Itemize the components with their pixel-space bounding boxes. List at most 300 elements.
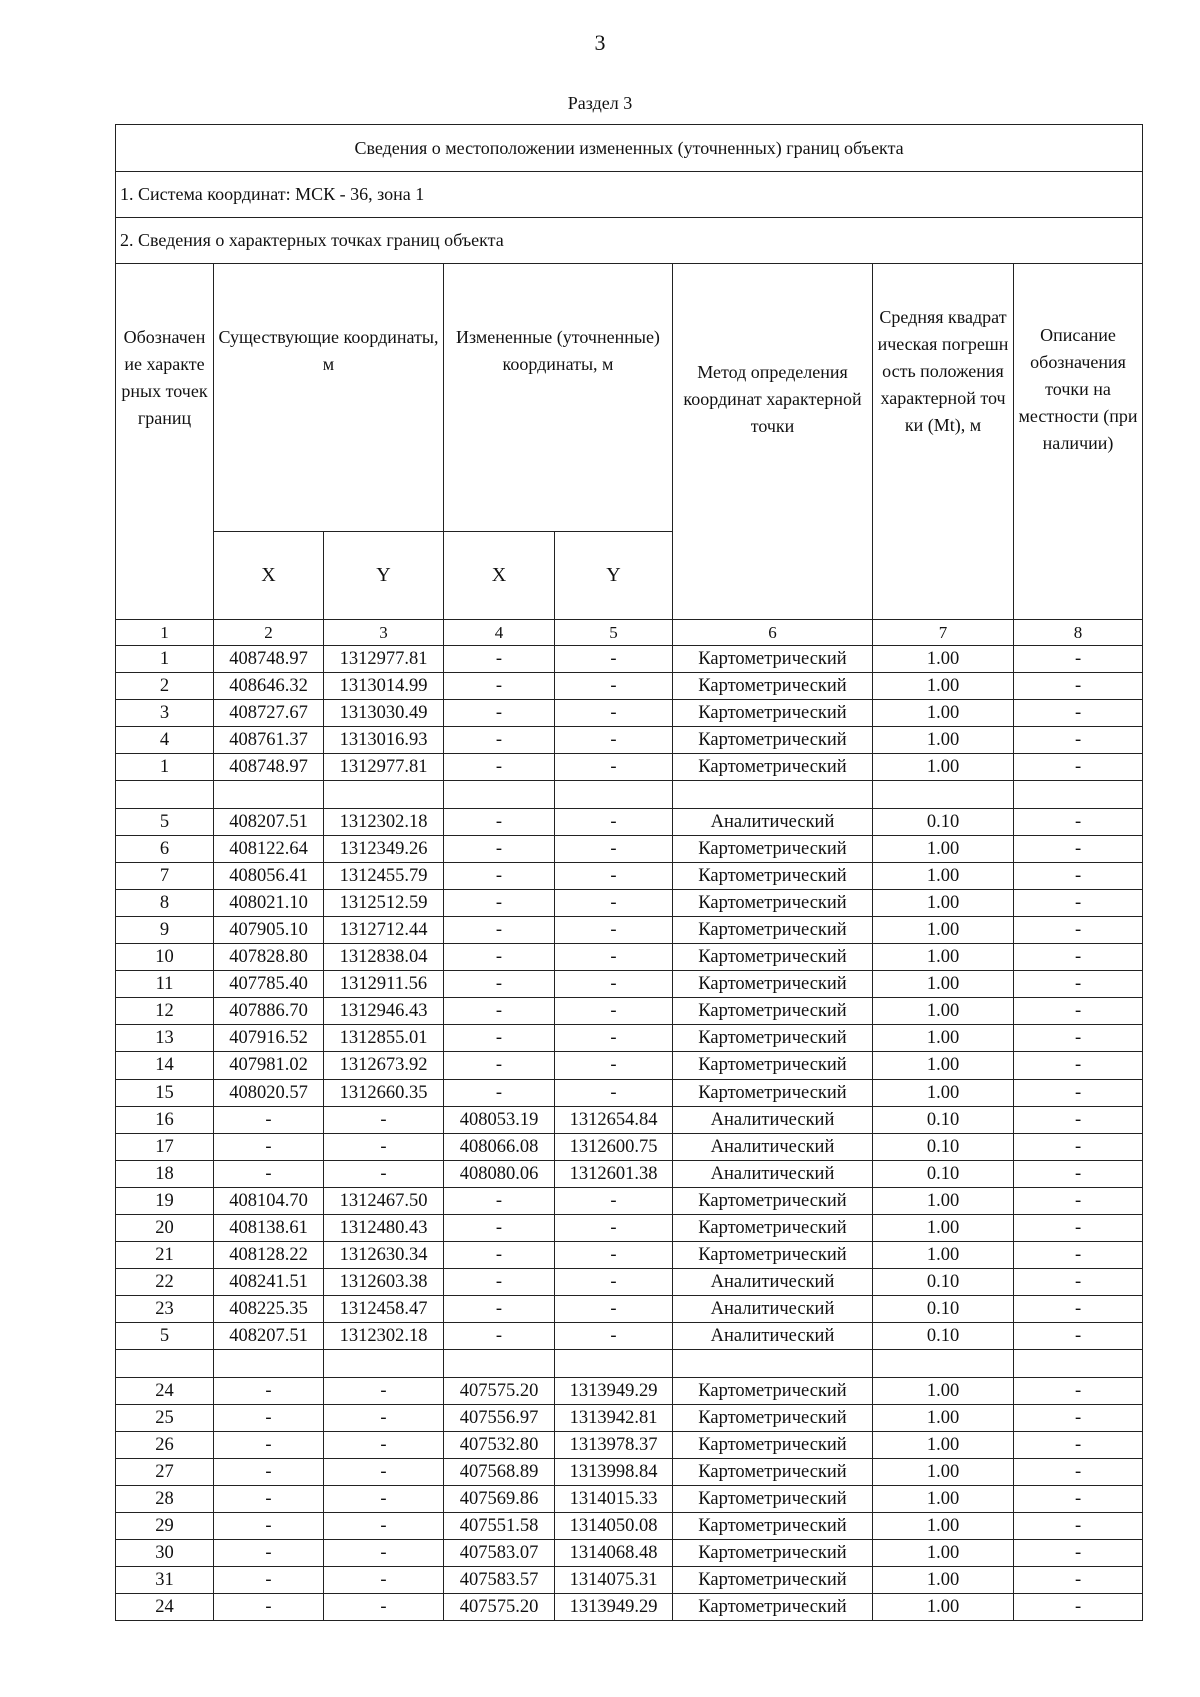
description-cell: - xyxy=(1014,727,1143,754)
changed-y-cell: 1314015.33 xyxy=(555,1485,673,1512)
changed-x-cell: 407556.97 xyxy=(444,1404,555,1431)
header-existing-y: Y xyxy=(324,532,444,620)
changed-x-cell: 407569.86 xyxy=(444,1485,555,1512)
table-title: Сведения о местоположении измененных (уточненных) границ объекта xyxy=(116,125,1143,172)
error-cell: 1.00 xyxy=(873,1485,1014,1512)
point-number-cell: 2 xyxy=(116,673,214,700)
changed-y-cell: 1314075.31 xyxy=(555,1567,673,1594)
changed-x-cell: - xyxy=(444,1214,555,1241)
method-cell: Картометрический xyxy=(673,1594,873,1621)
point-number-cell: 24 xyxy=(116,1594,214,1621)
error-cell xyxy=(873,781,1014,808)
point-number-cell: 22 xyxy=(116,1269,214,1296)
description-cell xyxy=(1014,1350,1143,1377)
point-number-cell xyxy=(116,1350,214,1377)
description-cell: - xyxy=(1014,1540,1143,1567)
point-number-cell: 25 xyxy=(116,1404,214,1431)
existing-x-cell: - xyxy=(214,1404,324,1431)
method-cell: Аналитический xyxy=(673,1106,873,1133)
existing-y-cell: 1312603.38 xyxy=(324,1269,444,1296)
method-cell: Картометрический xyxy=(673,916,873,943)
point-number-cell: 23 xyxy=(116,1296,214,1323)
existing-y-cell: - xyxy=(324,1594,444,1621)
changed-y-cell: - xyxy=(555,1296,673,1323)
changed-y-cell: - xyxy=(555,1242,673,1269)
existing-y-cell xyxy=(324,1350,444,1377)
changed-x-cell: - xyxy=(444,889,555,916)
changed-x-cell xyxy=(444,781,555,808)
description-cell: - xyxy=(1014,1242,1143,1269)
existing-x-cell: - xyxy=(214,1133,324,1160)
changed-y-cell: - xyxy=(555,1052,673,1079)
changed-y-cell: 1312654.84 xyxy=(555,1106,673,1133)
description-cell: - xyxy=(1014,1025,1143,1052)
changed-x-cell: - xyxy=(444,971,555,998)
point-number-cell: 20 xyxy=(116,1214,214,1241)
point-number-cell: 31 xyxy=(116,1567,214,1594)
changed-y-cell: - xyxy=(555,673,673,700)
description-cell: - xyxy=(1014,1323,1143,1350)
description-cell: - xyxy=(1014,1485,1143,1512)
existing-y-cell: 1312911.56 xyxy=(324,971,444,998)
existing-y-cell: - xyxy=(324,1485,444,1512)
method-cell: Картометрический xyxy=(673,998,873,1025)
existing-y-cell: - xyxy=(324,1377,444,1404)
table-row xyxy=(116,971,1143,998)
existing-y-cell: - xyxy=(324,1513,444,1540)
changed-y-cell: - xyxy=(555,700,673,727)
existing-x-cell: 408761.37 xyxy=(214,727,324,754)
existing-x-cell: 408021.10 xyxy=(214,889,324,916)
description-cell: - xyxy=(1014,1214,1143,1241)
header-designation: Обозначение характерных точек границ xyxy=(116,264,214,620)
existing-x-cell: 408207.51 xyxy=(214,1323,324,1350)
existing-x-cell: - xyxy=(214,1458,324,1485)
description-cell: - xyxy=(1014,1567,1143,1594)
table-row xyxy=(116,1485,1143,1512)
changed-x-cell: 407575.20 xyxy=(444,1377,555,1404)
changed-x-cell: 407575.20 xyxy=(444,1594,555,1621)
point-number-cell: 12 xyxy=(116,998,214,1025)
table-row xyxy=(116,1242,1143,1269)
existing-y-cell: 1312977.81 xyxy=(324,646,444,673)
changed-x-cell: 407532.80 xyxy=(444,1431,555,1458)
method-cell: Картометрический xyxy=(673,1187,873,1214)
column-number: 6 xyxy=(673,620,873,646)
existing-x-cell: 408122.64 xyxy=(214,835,324,862)
description-cell: - xyxy=(1014,889,1143,916)
description-cell: - xyxy=(1014,944,1143,971)
changed-y-cell: - xyxy=(555,1187,673,1214)
table-row xyxy=(116,1079,1143,1106)
point-number-cell: 19 xyxy=(116,1187,214,1214)
point-number-cell: 21 xyxy=(116,1242,214,1269)
point-number-cell: 28 xyxy=(116,1485,214,1512)
changed-y-cell: - xyxy=(555,889,673,916)
error-cell: 1.00 xyxy=(873,835,1014,862)
column-number: 2 xyxy=(214,620,324,646)
coordinate-system-line: 1. Система координат: МСК - 36, зона 1 xyxy=(116,172,1143,218)
changed-y-cell: - xyxy=(555,862,673,889)
header-error: Средняя квадратическая погрешность положения характерной точки (Mt), м xyxy=(873,264,1014,620)
error-cell: 1.00 xyxy=(873,1540,1014,1567)
changed-x-cell: - xyxy=(444,1296,555,1323)
description-cell: - xyxy=(1014,1594,1143,1621)
description-cell: - xyxy=(1014,754,1143,781)
error-cell: 1.00 xyxy=(873,1513,1014,1540)
description-cell: - xyxy=(1014,1431,1143,1458)
existing-y-cell: 1313016.93 xyxy=(324,727,444,754)
changed-y-cell: - xyxy=(555,1079,673,1106)
method-cell xyxy=(673,1350,873,1377)
method-cell: Картометрический xyxy=(673,1431,873,1458)
method-cell: Картометрический xyxy=(673,1567,873,1594)
table-row xyxy=(116,1567,1143,1594)
changed-x-cell: 408066.08 xyxy=(444,1133,555,1160)
description-cell: - xyxy=(1014,835,1143,862)
existing-y-cell: 1312712.44 xyxy=(324,916,444,943)
page-number: 3 xyxy=(594,30,606,55)
error-cell: 1.00 xyxy=(873,1431,1014,1458)
method-cell: Аналитический xyxy=(673,1269,873,1296)
table-row xyxy=(116,1296,1143,1323)
existing-y-cell: 1312512.59 xyxy=(324,889,444,916)
method-cell: Картометрический xyxy=(673,1214,873,1241)
point-number-cell: 3 xyxy=(116,700,214,727)
method-cell xyxy=(673,781,873,808)
method-cell: Картометрический xyxy=(673,1242,873,1269)
point-number-cell: 29 xyxy=(116,1513,214,1540)
existing-y-cell: 1313030.49 xyxy=(324,700,444,727)
changed-x-cell: - xyxy=(444,754,555,781)
point-number-cell: 8 xyxy=(116,889,214,916)
point-number-cell: 30 xyxy=(116,1540,214,1567)
existing-x-cell: - xyxy=(214,1540,324,1567)
changed-x-cell: - xyxy=(444,700,555,727)
error-cell: 1.00 xyxy=(873,862,1014,889)
existing-x-cell: 407981.02 xyxy=(214,1052,324,1079)
table-row xyxy=(116,1350,1143,1377)
method-cell: Картометрический xyxy=(673,1513,873,1540)
column-number: 1 xyxy=(116,620,214,646)
column-number: 8 xyxy=(1014,620,1143,646)
existing-y-cell: - xyxy=(324,1133,444,1160)
error-cell: 0.10 xyxy=(873,1160,1014,1187)
point-number-cell: 9 xyxy=(116,916,214,943)
error-cell: 0.10 xyxy=(873,1323,1014,1350)
table-row xyxy=(116,1052,1143,1079)
existing-y-cell: 1312458.47 xyxy=(324,1296,444,1323)
error-cell: 0.10 xyxy=(873,1269,1014,1296)
description-cell xyxy=(1014,781,1143,808)
existing-x-cell xyxy=(214,781,324,808)
changed-x-cell: - xyxy=(444,1052,555,1079)
existing-y-cell: - xyxy=(324,1404,444,1431)
point-number-cell: 26 xyxy=(116,1431,214,1458)
changed-y-cell: - xyxy=(555,727,673,754)
table-row xyxy=(116,889,1143,916)
table-row xyxy=(116,1187,1143,1214)
existing-y-cell: 1312838.04 xyxy=(324,944,444,971)
error-cell: 1.00 xyxy=(873,1052,1014,1079)
changed-x-cell: 408053.19 xyxy=(444,1106,555,1133)
table-row xyxy=(116,646,1143,673)
changed-x-cell: 407583.57 xyxy=(444,1567,555,1594)
error-cell: 0.10 xyxy=(873,808,1014,835)
method-cell: Аналитический xyxy=(673,1296,873,1323)
point-number-cell: 16 xyxy=(116,1106,214,1133)
changed-y-cell: 1314068.48 xyxy=(555,1540,673,1567)
point-number-cell: 4 xyxy=(116,727,214,754)
point-number-cell: 17 xyxy=(116,1133,214,1160)
existing-y-cell: 1312480.43 xyxy=(324,1214,444,1241)
points-info-line: 2. Сведения о характерных точках границ объекта xyxy=(116,218,1143,264)
method-cell: Картометрический xyxy=(673,835,873,862)
existing-x-cell: 408727.67 xyxy=(214,700,324,727)
point-number-cell: 5 xyxy=(116,1323,214,1350)
existing-x-cell: 408207.51 xyxy=(214,808,324,835)
changed-x-cell: - xyxy=(444,808,555,835)
existing-y-cell xyxy=(324,781,444,808)
table-row xyxy=(116,862,1143,889)
point-number-cell: 27 xyxy=(116,1458,214,1485)
changed-x-cell: - xyxy=(444,835,555,862)
changed-y-cell: - xyxy=(555,1025,673,1052)
existing-y-cell: 1312660.35 xyxy=(324,1079,444,1106)
header-description: Описание обозначения точки на местности (при наличии) xyxy=(1014,264,1143,620)
changed-y-cell: - xyxy=(555,916,673,943)
section-title: Раздел 3 xyxy=(567,93,633,113)
existing-x-cell: - xyxy=(214,1431,324,1458)
changed-y-cell: - xyxy=(555,1269,673,1296)
method-cell: Картометрический xyxy=(673,1079,873,1106)
error-cell: 1.00 xyxy=(873,646,1014,673)
existing-x-cell: - xyxy=(214,1513,324,1540)
column-number: 4 xyxy=(444,620,555,646)
description-cell: - xyxy=(1014,1404,1143,1431)
description-cell: - xyxy=(1014,1377,1143,1404)
existing-y-cell: - xyxy=(324,1106,444,1133)
table-row xyxy=(116,1404,1143,1431)
point-number-cell: 7 xyxy=(116,862,214,889)
column-number: 3 xyxy=(324,620,444,646)
header-existing-x: X xyxy=(214,532,324,620)
existing-y-cell: - xyxy=(324,1431,444,1458)
method-cell: Картометрический xyxy=(673,944,873,971)
changed-y-cell: 1313978.37 xyxy=(555,1431,673,1458)
method-cell: Картометрический xyxy=(673,754,873,781)
existing-y-cell: 1312673.92 xyxy=(324,1052,444,1079)
error-cell: 1.00 xyxy=(873,1079,1014,1106)
error-cell: 1.00 xyxy=(873,971,1014,998)
error-cell: 1.00 xyxy=(873,889,1014,916)
existing-x-cell: - xyxy=(214,1106,324,1133)
changed-y-cell: - xyxy=(555,998,673,1025)
coordinates-table xyxy=(115,124,1143,1621)
table-row xyxy=(116,1106,1143,1133)
changed-x-cell: 407551.58 xyxy=(444,1513,555,1540)
existing-x-cell: 408748.97 xyxy=(214,754,324,781)
method-cell: Картометрический xyxy=(673,1052,873,1079)
existing-x-cell: 408225.35 xyxy=(214,1296,324,1323)
table-row xyxy=(116,1458,1143,1485)
changed-y-cell: 1312601.38 xyxy=(555,1160,673,1187)
changed-x-cell: 408080.06 xyxy=(444,1160,555,1187)
error-cell: 1.00 xyxy=(873,1404,1014,1431)
point-number-cell: 10 xyxy=(116,944,214,971)
changed-x-cell: - xyxy=(444,944,555,971)
existing-y-cell: 1312855.01 xyxy=(324,1025,444,1052)
description-cell: - xyxy=(1014,1458,1143,1485)
existing-x-cell: 408104.70 xyxy=(214,1187,324,1214)
description-cell: - xyxy=(1014,646,1143,673)
point-number-cell: 24 xyxy=(116,1377,214,1404)
column-number: 5 xyxy=(555,620,673,646)
existing-x-cell: 407785.40 xyxy=(214,971,324,998)
table-row xyxy=(116,835,1143,862)
table-row xyxy=(116,916,1143,943)
table-row xyxy=(116,673,1143,700)
method-cell: Картометрический xyxy=(673,646,873,673)
existing-y-cell: 1312946.43 xyxy=(324,998,444,1025)
description-cell: - xyxy=(1014,971,1143,998)
existing-x-cell: 408056.41 xyxy=(214,862,324,889)
point-number-cell: 15 xyxy=(116,1079,214,1106)
point-number-cell: 11 xyxy=(116,971,214,998)
changed-y-cell: 1313998.84 xyxy=(555,1458,673,1485)
method-cell: Картометрический xyxy=(673,1485,873,1512)
error-cell: 1.00 xyxy=(873,1567,1014,1594)
table-row xyxy=(116,754,1143,781)
description-cell: - xyxy=(1014,1269,1143,1296)
changed-y-cell: - xyxy=(555,971,673,998)
existing-x-cell: 407905.10 xyxy=(214,916,324,943)
error-cell: 1.00 xyxy=(873,1214,1014,1241)
description-cell: - xyxy=(1014,673,1143,700)
error-cell: 1.00 xyxy=(873,1377,1014,1404)
table-row xyxy=(116,700,1143,727)
existing-y-cell: 1312349.26 xyxy=(324,835,444,862)
point-number-cell: 5 xyxy=(116,808,214,835)
existing-y-cell: 1312630.34 xyxy=(324,1242,444,1269)
changed-x-cell: - xyxy=(444,1323,555,1350)
method-cell: Картометрический xyxy=(673,700,873,727)
header-changed-y: Y xyxy=(555,532,673,620)
changed-x-cell: - xyxy=(444,1025,555,1052)
existing-y-cell: - xyxy=(324,1540,444,1567)
changed-x-cell: - xyxy=(444,646,555,673)
changed-y-cell: 1314050.08 xyxy=(555,1513,673,1540)
table-row xyxy=(116,1540,1143,1567)
error-cell: 1.00 xyxy=(873,700,1014,727)
description-cell: - xyxy=(1014,998,1143,1025)
existing-x-cell: - xyxy=(214,1485,324,1512)
error-cell: 1.00 xyxy=(873,916,1014,943)
error-cell: 1.00 xyxy=(873,998,1014,1025)
existing-y-cell: 1312302.18 xyxy=(324,808,444,835)
table-row xyxy=(116,1160,1143,1187)
header-method: Метод определения координат характерной точки xyxy=(673,264,873,620)
existing-x-cell: - xyxy=(214,1160,324,1187)
changed-y-cell: 1313949.29 xyxy=(555,1594,673,1621)
description-cell: - xyxy=(1014,1296,1143,1323)
error-cell xyxy=(873,1350,1014,1377)
description-cell: - xyxy=(1014,862,1143,889)
changed-x-cell: - xyxy=(444,1269,555,1296)
point-number-cell: 18 xyxy=(116,1160,214,1187)
method-cell: Аналитический xyxy=(673,808,873,835)
existing-y-cell: 1312467.50 xyxy=(324,1187,444,1214)
changed-y-cell: - xyxy=(555,808,673,835)
table-row xyxy=(116,781,1143,808)
changed-y-cell: - xyxy=(555,754,673,781)
table-row xyxy=(116,1594,1143,1621)
existing-x-cell: - xyxy=(214,1567,324,1594)
error-cell: 1.00 xyxy=(873,1458,1014,1485)
header-changed-coords: Измененные (уточненные) координаты, м xyxy=(444,264,673,532)
changed-y-cell: 1313949.29 xyxy=(555,1377,673,1404)
error-cell: 1.00 xyxy=(873,754,1014,781)
description-cell: - xyxy=(1014,808,1143,835)
table-row xyxy=(116,1377,1143,1404)
table-row xyxy=(116,1323,1143,1350)
changed-x-cell: - xyxy=(444,1187,555,1214)
existing-x-cell: 408020.57 xyxy=(214,1079,324,1106)
changed-x-cell: - xyxy=(444,1242,555,1269)
changed-y-cell xyxy=(555,781,673,808)
table-row xyxy=(116,808,1143,835)
existing-x-cell: - xyxy=(214,1377,324,1404)
method-cell: Картометрический xyxy=(673,727,873,754)
point-number-cell: 1 xyxy=(116,646,214,673)
method-cell: Картометрический xyxy=(673,1025,873,1052)
changed-y-cell: - xyxy=(555,835,673,862)
existing-x-cell: 408138.61 xyxy=(214,1214,324,1241)
table-row xyxy=(116,944,1143,971)
error-cell: 1.00 xyxy=(873,673,1014,700)
changed-y-cell xyxy=(555,1350,673,1377)
table-row xyxy=(116,727,1143,754)
table-row xyxy=(116,1431,1143,1458)
existing-y-cell: 1312977.81 xyxy=(324,754,444,781)
existing-x-cell: 408748.97 xyxy=(214,646,324,673)
table-row xyxy=(116,1025,1143,1052)
changed-x-cell: - xyxy=(444,673,555,700)
method-cell: Картометрический xyxy=(673,1377,873,1404)
existing-y-cell: 1312455.79 xyxy=(324,862,444,889)
description-cell: - xyxy=(1014,1187,1143,1214)
existing-x-cell: 407828.80 xyxy=(214,944,324,971)
error-cell: 0.10 xyxy=(873,1133,1014,1160)
method-cell: Картометрический xyxy=(673,1458,873,1485)
table-row xyxy=(116,1269,1143,1296)
changed-y-cell: 1312600.75 xyxy=(555,1133,673,1160)
column-number: 7 xyxy=(873,620,1014,646)
header-changed-x: X xyxy=(444,532,555,620)
table-row xyxy=(116,1513,1143,1540)
changed-x-cell: 407583.07 xyxy=(444,1540,555,1567)
existing-x-cell: 408128.22 xyxy=(214,1242,324,1269)
changed-x-cell: - xyxy=(444,916,555,943)
method-cell: Аналитический xyxy=(673,1133,873,1160)
changed-y-cell: - xyxy=(555,944,673,971)
existing-x-cell: 408241.51 xyxy=(214,1269,324,1296)
changed-x-cell: - xyxy=(444,862,555,889)
changed-y-cell: - xyxy=(555,1323,673,1350)
table-row xyxy=(116,998,1143,1025)
point-number-cell xyxy=(116,781,214,808)
error-cell: 1.00 xyxy=(873,944,1014,971)
